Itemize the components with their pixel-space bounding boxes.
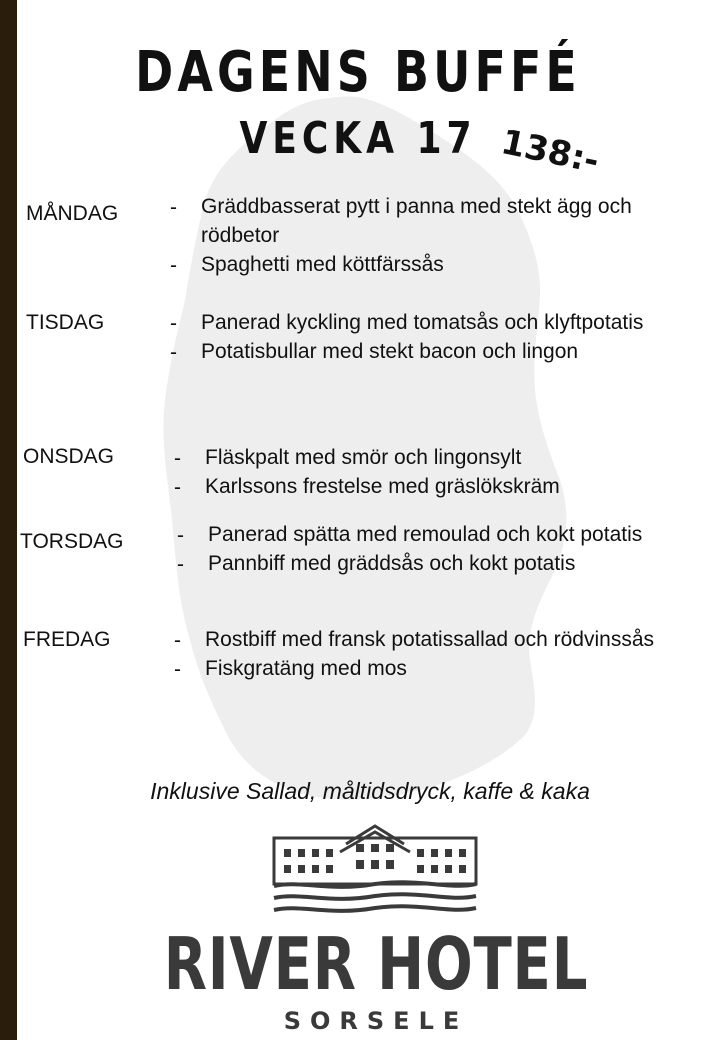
dish-thursday-1: Panerad spätta med remoulad och kokt potatis — [208, 523, 643, 546]
dish-friday-1: Rostbiff med fransk potatissallad och rödvinssås — [205, 628, 654, 651]
day-label-monday: MÅNDAG — [26, 202, 119, 225]
bullet-dash: - — [170, 312, 177, 335]
bullet-dash: - — [174, 476, 181, 499]
bullet-dash: - — [174, 658, 181, 681]
day-label-tuesday: TISDAG — [26, 311, 105, 334]
bullet-dash: - — [174, 447, 181, 470]
brand-town: SORSELE — [283, 1007, 469, 1035]
river-hotel-logo-icon — [270, 822, 480, 920]
menu-title: DAGENS BUFFÉ — [135, 40, 581, 105]
dish-monday-1-cont: rödbetor — [201, 224, 280, 247]
day-label-friday: FREDAG — [23, 628, 111, 651]
dish-monday-1: Gräddbasserat pytt i panna med stekt ägg och — [201, 195, 632, 218]
bullet-dash: - — [174, 629, 181, 652]
dish-tuesday-1: Panerad kyckling med tomatsås och klyftpotatis — [201, 311, 644, 334]
day-label-thursday: TORSDAG — [20, 530, 124, 553]
bullet-dash: - — [170, 196, 177, 219]
bullet-dash: - — [170, 254, 177, 277]
dish-friday-2: Fiskgratäng med mos — [205, 657, 407, 680]
dish-thursday-2: Pannbiff med gräddsås och kokt potatis — [208, 552, 576, 575]
week-label: VECKA 17 — [239, 113, 477, 164]
bullet-dash: - — [177, 524, 184, 547]
buffet-includes-note: Inklusive Sallad, måltidsdryck, kaffe & kaka — [150, 778, 590, 804]
bullet-dash: - — [177, 553, 184, 576]
dish-wednesday-2: Karlssons frestelse med gräslökskräm — [205, 475, 560, 498]
price-label: 138:- — [497, 122, 603, 182]
dish-wednesday-1: Fläskpalt med smör och lingonsylt — [205, 446, 522, 469]
day-label-wednesday: ONSDAG — [23, 445, 115, 468]
brand-name: RIVER HOTEL — [163, 922, 589, 1006]
dish-tuesday-2: Potatisbullar med stekt bacon och lingon — [201, 340, 579, 363]
dish-monday-2: Spaghetti med köttfärssås — [201, 253, 444, 276]
bullet-dash: - — [170, 341, 177, 364]
